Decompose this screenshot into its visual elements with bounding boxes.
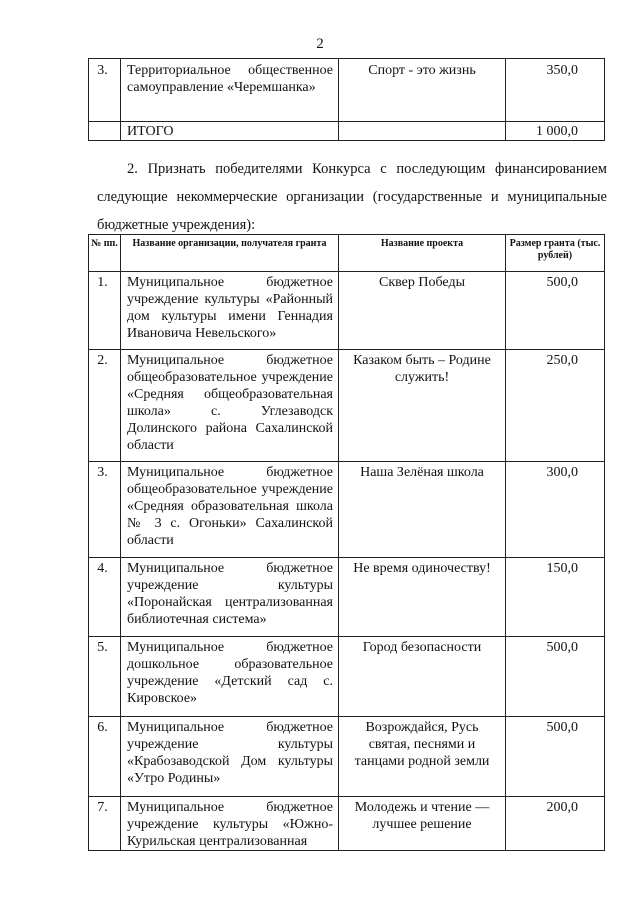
grants-table [88,234,605,851]
row-number: 1. [89,272,121,350]
organization-name: Муниципальное бюджетное учреждение культуры «Южно-Курильская централизованная [121,797,339,851]
project-name: Спорт - это жизнь [339,59,506,122]
grant-amount: 500,0 [506,272,605,350]
header-number: № пп. [89,235,121,272]
page-number: 2 [316,36,324,52]
project-name: Не время одиночеству! [339,558,506,637]
row-number: 3. [89,59,121,122]
table-header [89,235,605,272]
grant-amount: 350,0 [506,59,605,122]
project-name: Молодежь и чтение — лучшее решение [339,797,506,851]
resolution-paragraph: 2. Признать победителями Конкурса с последующим финансированием следующие некоммерческие организации (государственные и муниципальные бюджетные учреждения): [97,161,607,233]
total-label: ИТОГО [121,122,339,141]
organization-name: Муниципальное бюджетное учреждение культуры «Поронайская централизованная библиотечная система» [121,558,339,637]
row-number: 6. [89,717,121,797]
row-number: 3. [89,462,121,558]
header-project: Название проекта [339,235,506,272]
total-row [89,122,605,141]
organization-name: Территориальное общественное самоуправление «Черемшанка» [121,59,339,122]
organization-name: Муниципальное бюджетное учреждение культуры «Крабозаводской Дом культуры «Утро Родины» [121,717,339,797]
table-row [89,717,605,797]
table-row [89,462,605,558]
row-number [89,122,121,141]
organization-name: Муниципальное бюджетное дошкольное образовательное учреждение «Детский сад с. Кировское» [121,637,339,717]
grant-amount: 200,0 [506,797,605,851]
organization-name: Муниципальное бюджетное общеобразовательное учреждение «Средняя образовательная школа № 3 с. Огоньки» Сахалинской области [121,462,339,558]
header-organization: Название организации, получателя гранта [121,235,339,272]
grant-amount: 300,0 [506,462,605,558]
row-number: 5. [89,637,121,717]
grant-amount: 500,0 [506,637,605,717]
grant-amount: 150,0 [506,558,605,637]
table-row [89,350,605,462]
project-name: Возрождайся, Русь святая, песнями и танцами родной земли [339,717,506,797]
organization-name: Муниципальное бюджетное общеобразовательное учреждение «Средняя общеобразовательная школа» с. Углезаводск Долинского района Сахалинской области [121,350,339,462]
row-number: 7. [89,797,121,851]
grants-table-continued [88,58,605,141]
organization-name: Муниципальное бюджетное учреждение культуры «Районный дом культуры имени Геннадия Ивановича Невельского» [121,272,339,350]
project-name [339,122,506,141]
grant-amount: 250,0 [506,350,605,462]
table-row [89,797,605,851]
grant-amount: 500,0 [506,717,605,797]
row-number: 2. [89,350,121,462]
project-name: Наша Зелёная школа [339,462,506,558]
total-amount: 1 000,0 [506,122,605,141]
row-number: 4. [89,558,121,637]
project-name: Сквер Победы [339,272,506,350]
project-name: Казаком быть – Родине служить! [339,350,506,462]
header-amount: Размер гранта (тыс. рублей) [506,235,605,272]
table-row [89,558,605,637]
table-row [89,272,605,350]
table-row [89,637,605,717]
project-name: Город безопасности [339,637,506,717]
table-row [89,59,605,122]
